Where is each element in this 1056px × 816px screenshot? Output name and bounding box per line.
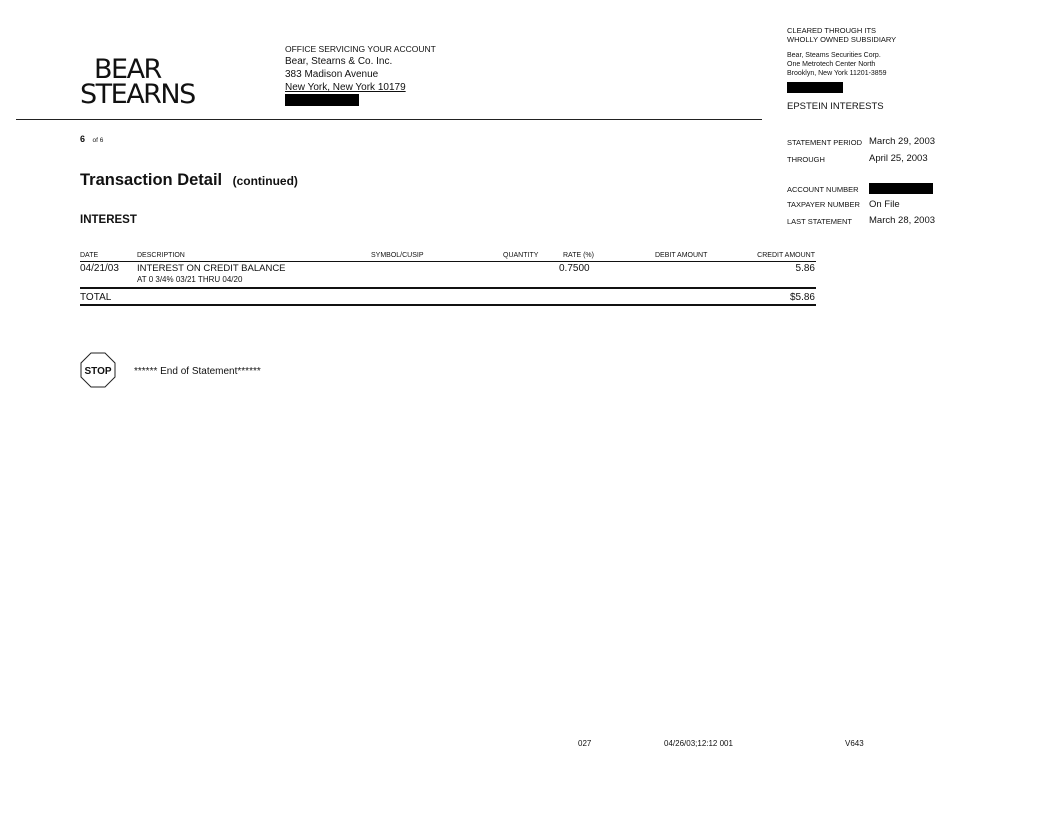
footer-code-1: 027 [578, 739, 592, 748]
end-of-statement: ****** End of Statement****** [134, 366, 261, 377]
header-divider [16, 119, 762, 120]
page-number: 6 [80, 134, 86, 144]
through-value: April 25, 2003 [869, 153, 928, 164]
account-number-label: ACCOUNT NUMBER [787, 185, 859, 194]
redaction-block [285, 94, 359, 106]
footer-timestamp: 04/26/03;12:12 001 [664, 739, 733, 748]
column-header-rate: RATE (%) [563, 252, 594, 259]
stop-sign-text: STOP [84, 366, 112, 377]
column-header-debit: DEBIT AMOUNT [655, 252, 708, 259]
page-title [80, 171, 298, 190]
taxpayer-number-value: On File [869, 199, 900, 210]
office-street: 383 Madison Avenue [285, 69, 379, 80]
title-suffix: (continued) [232, 174, 298, 188]
redaction-block [787, 82, 843, 93]
column-header-symbol: SYMBOL/CUSIP [371, 252, 424, 259]
page-total: of 6 [92, 137, 104, 144]
statement-period-value: March 29, 2003 [869, 136, 936, 147]
row-rate: 0.7500 [559, 263, 590, 274]
row-credit: 5.86 [795, 263, 815, 274]
column-header-quantity: QUANTITY [503, 252, 539, 259]
column-header-credit: CREDIT AMOUNT [757, 252, 815, 259]
row-description: INTEREST ON CREDIT BALANCE [137, 263, 286, 274]
office-heading: OFFICE SERVICING YOUR ACCOUNT [285, 44, 436, 54]
through-label: THROUGH [787, 155, 825, 164]
section-heading: INTEREST [80, 214, 137, 226]
row-date: 04/21/03 [80, 263, 119, 274]
total-value: $5.86 [789, 292, 815, 303]
table-header-rule [80, 261, 816, 262]
clearing-street: One Metrotech Center North [787, 61, 876, 68]
footer-code-2: V643 [845, 739, 864, 748]
column-header-date: DATE [80, 252, 99, 259]
account-number-redaction [869, 183, 933, 194]
logo-line-2: STEARNS [80, 79, 195, 110]
table-total-rule [80, 287, 816, 289]
clearing-line-1: CLEARED THROUGH ITS [787, 26, 877, 35]
office-name: Bear, Stearns & Co. Inc. [285, 56, 393, 67]
page-indicator [80, 129, 103, 147]
taxpayer-number-label: TAXPAYER NUMBER [787, 200, 860, 209]
table-bottom-rule [80, 304, 816, 306]
last-statement-label: LAST STATEMENT [787, 217, 853, 226]
clearing-name: Bear, Steams Securities Corp. [787, 52, 881, 59]
bear-stearns-logo [80, 54, 195, 110]
clearing-line-2: WHOLLY OWNED SUBSIDIARY [787, 35, 897, 44]
title-main: Transaction Detail [80, 171, 223, 189]
last-statement-value: March 28, 2003 [869, 215, 936, 226]
stop-sign-icon [80, 352, 116, 388]
office-city: New York, New York 10179 [285, 82, 406, 93]
clearing-city: Brooklyn, New York 11201-3859 [787, 70, 887, 77]
statement-period-label: STATEMENT PERIOD [787, 138, 863, 147]
account-holder-name: EPSTEIN INTERESTS [787, 101, 884, 112]
column-header-description: DESCRIPTION [137, 252, 185, 259]
row-description-detail: AT 0 3/4% 03/21 THRU 04/20 [137, 275, 243, 284]
logo-line-1: BEAR [94, 54, 161, 85]
total-label: TOTAL [80, 292, 112, 303]
